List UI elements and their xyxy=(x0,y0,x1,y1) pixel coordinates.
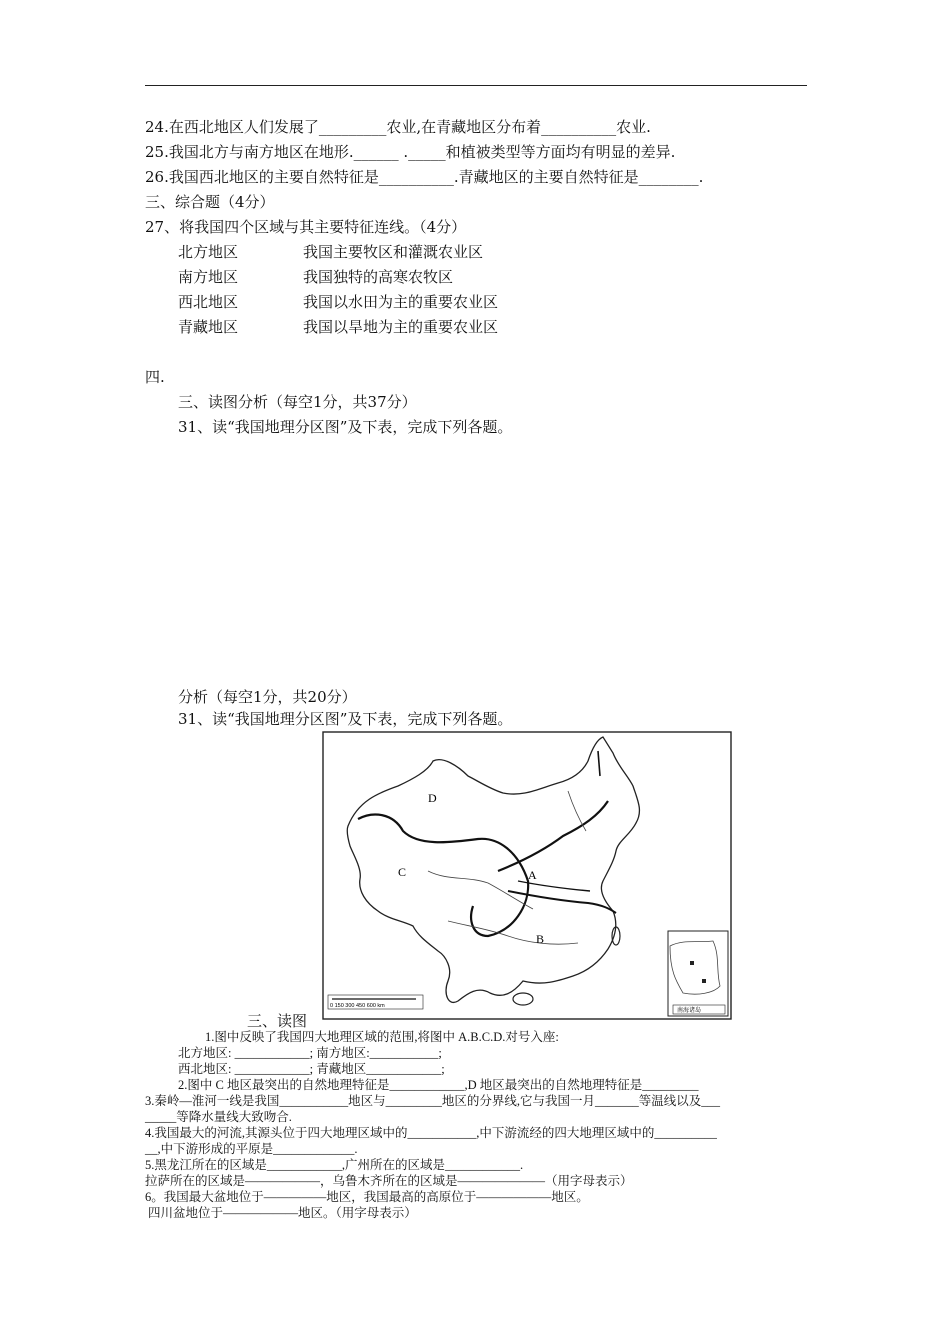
question-6: 6。我国最大盆地位于—————地区，我国最高的高原位于——————地区。 xyxy=(145,1190,589,1204)
top-rule xyxy=(145,85,807,86)
feature-label: 我国主要牧区和灌溉农业区 xyxy=(303,243,484,261)
question-3-cont: _____等降水量线大致吻合. xyxy=(145,1110,292,1124)
question-1-north-south: 北方地区: ____________; 南方地区:___________; xyxy=(178,1046,442,1060)
question-1: 1.图中反映了我国四大地理区域的范围,将图中 A.B.C.D.对号入座: xyxy=(205,1030,559,1044)
question-4: 4.我国最大的河流,其源头位于四大地理区域中的___________,中下游流经的四大地理区域中的__________ xyxy=(145,1126,717,1140)
question-6-cont: 四川盆地位于——————地区。（用字母表示） xyxy=(148,1206,417,1220)
map-label-c: C xyxy=(398,865,407,879)
question-24: 24.在西北地区人们发展了_________农业,在青藏地区分布着__________农业. xyxy=(145,118,651,136)
map-label-b: B xyxy=(536,932,545,946)
feature-label: 我国以水田为主的重要农业区 xyxy=(303,293,499,311)
question-31-repeat: 31、读“我国地理分区图”及下表，完成下列各题。 xyxy=(178,710,513,728)
question-25: 25.我国北方与南方地区在地形.______ ._____和植被类型等方面均有明显的差异. xyxy=(145,143,676,161)
section-3-heading: 三、综合题（4分） xyxy=(145,193,275,211)
section-4-mark: 四. xyxy=(145,368,165,386)
inset-label: 南海诸岛 xyxy=(677,1007,702,1014)
region-label: 西北地区 xyxy=(178,293,239,311)
region-label: 南方地区 xyxy=(178,268,239,286)
read-map-label: 三、读图 xyxy=(247,1012,308,1030)
map-label-a: A xyxy=(528,868,537,882)
question-4-cont: __,中下游形成的平原是_____________. xyxy=(145,1142,358,1156)
analysis-heading: 分析（每空1分，共20分） xyxy=(178,688,357,706)
question-31: 31、读“我国地理分区图”及下表，完成下列各题。 xyxy=(178,418,513,436)
question-3: 3.秦岭—淮河一线是我国___________地区与_________地区的分界线,它与我国一月_______等温线以及___ xyxy=(145,1094,721,1108)
question-1-northwest-tibet: 西北地区: ____________; 青藏地区____________; xyxy=(178,1062,445,1076)
question-2: 2.图中 C 地区最突出的自然地理特征是____________,D 地区最突出的自然地理特征是_________ xyxy=(178,1078,699,1092)
question-26: 26.我国西北地区的主要自然特征是__________.青藏地区的主要自然特征是________. xyxy=(145,168,704,186)
china-regions-map xyxy=(318,731,732,1022)
feature-label: 我国以旱地为主的重要农业区 xyxy=(303,318,499,336)
region-label: 青藏地区 xyxy=(178,318,239,336)
question-5: 5.黑龙江所在的区域是____________,广州所在的区域是____________. xyxy=(145,1158,524,1172)
read-map-heading: 三、读图分析（每空1分，共37分） xyxy=(178,393,417,411)
question-27: 27、将我国四个区域与其主要特征连线。（4分） xyxy=(145,218,467,236)
scale-bar-label: 0 150 300 450 600 km xyxy=(330,1003,385,1009)
question-5-cont: 拉萨所在的区域是——————，乌鲁木齐所在的区域是———————（用字母表示） xyxy=(145,1174,633,1188)
map-label-d: D xyxy=(428,791,437,805)
region-label: 北方地区 xyxy=(178,243,239,261)
feature-label: 我国独特的高寒农牧区 xyxy=(303,268,454,286)
